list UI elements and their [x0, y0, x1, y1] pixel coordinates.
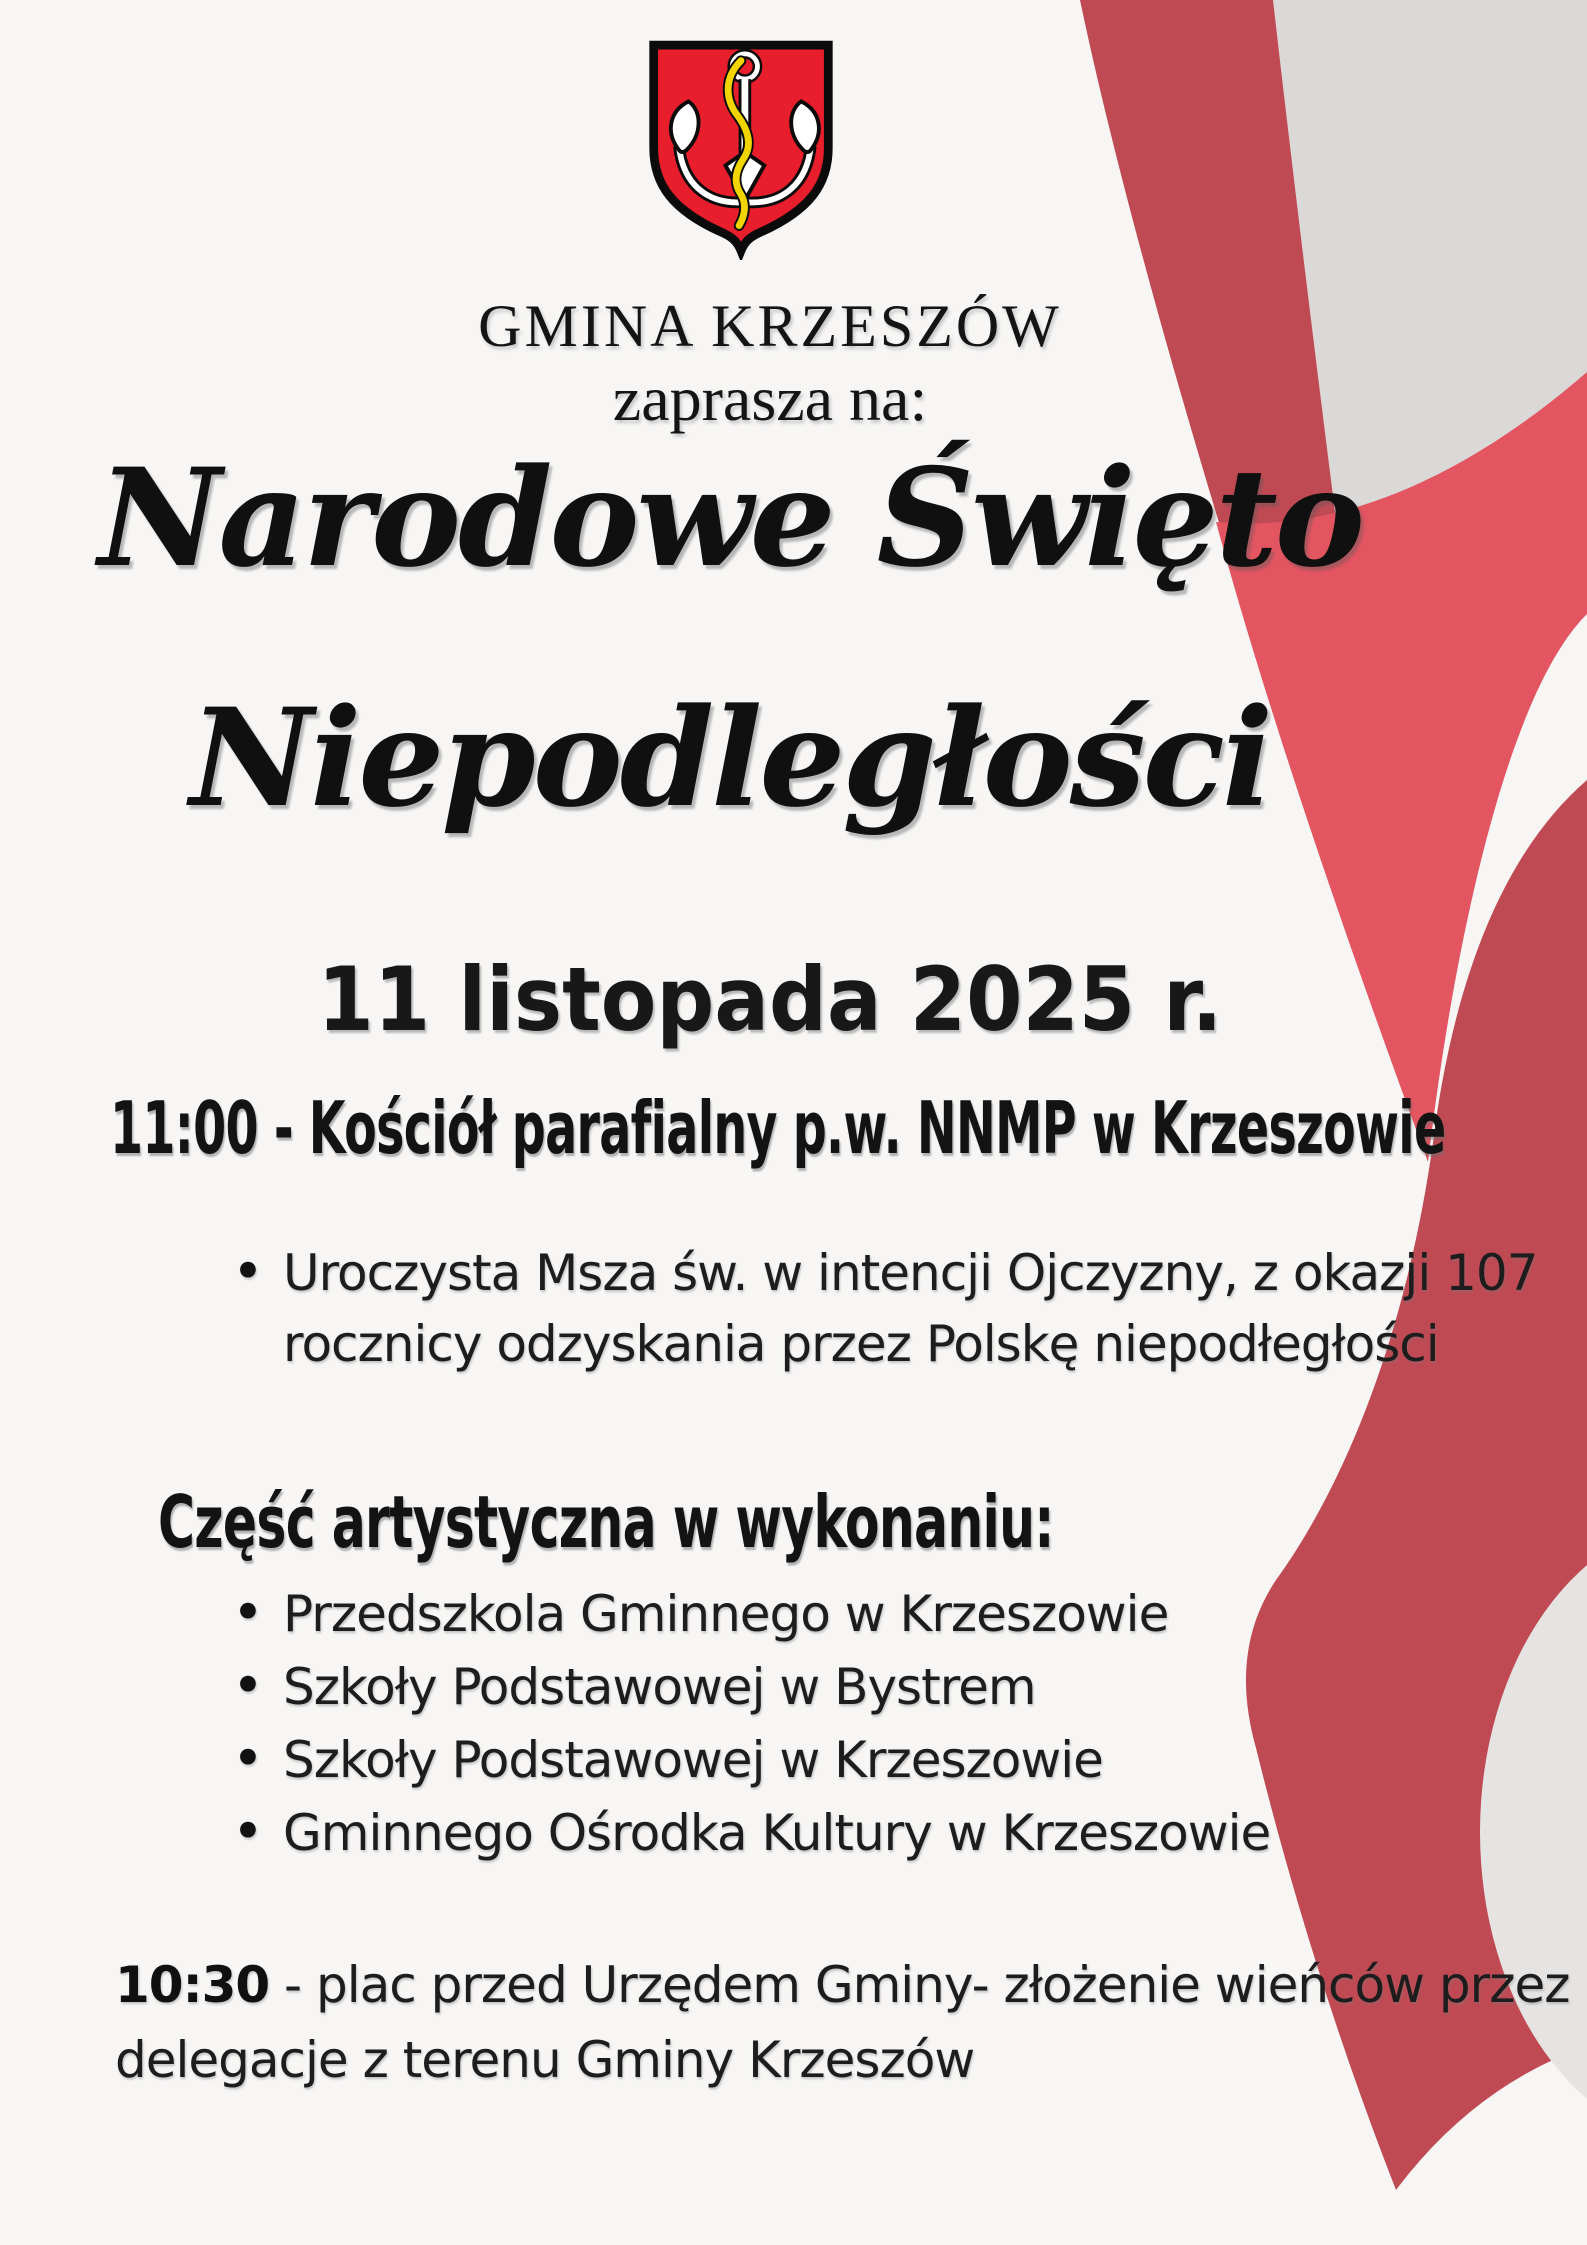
krzeszow-coat-of-arms [644, 34, 838, 260]
event-title-line1: Narodowe Święto [98, 438, 1362, 597]
church-event-heading: 11:00 - Kościół parafialny p.w. NNMP w Krzeszowie [110, 1086, 1446, 1170]
list-item: • Szkoły Podstawowej w Bystrem [228, 1651, 1270, 1724]
event-title-line2: Niepodległości [189, 678, 1271, 837]
invitation-text: zaprasza na: [612, 363, 928, 434]
wreath-ceremony-text [115, 1948, 1575, 2098]
list-item: • Gminnego Ośrodka Kultury w Krzeszowie [228, 1797, 1270, 1870]
artistic-part-heading: Część artystyczna w wykonaniu: [158, 1480, 1054, 1564]
event-date: 11 listopada 2025 r. [317, 948, 1223, 1051]
list-item: • Uroczysta Msza św. w intencji Ojczyzny, z okazji 107 rocznicy odzyskania przez Polskę niepodłegłości [228, 1238, 1538, 1380]
list-item: • Przedszkola Gminnego w Krzeszowie [228, 1578, 1270, 1651]
list-item: • Szkoły Podstawowej w Krzeszowie [228, 1724, 1270, 1797]
municipality-name: GMINA KRZESZÓW [478, 293, 1062, 359]
performers-list [228, 1578, 1270, 1870]
wreath-ceremony-time: 10:30 [115, 1956, 270, 2014]
church-event-bullets [228, 1238, 1538, 1380]
wreath-ceremony-description: - plac przed Urzędem Gminy- złożenie wieńców przez delegacje z terenu Gminy Krzeszów [115, 1956, 1570, 2089]
